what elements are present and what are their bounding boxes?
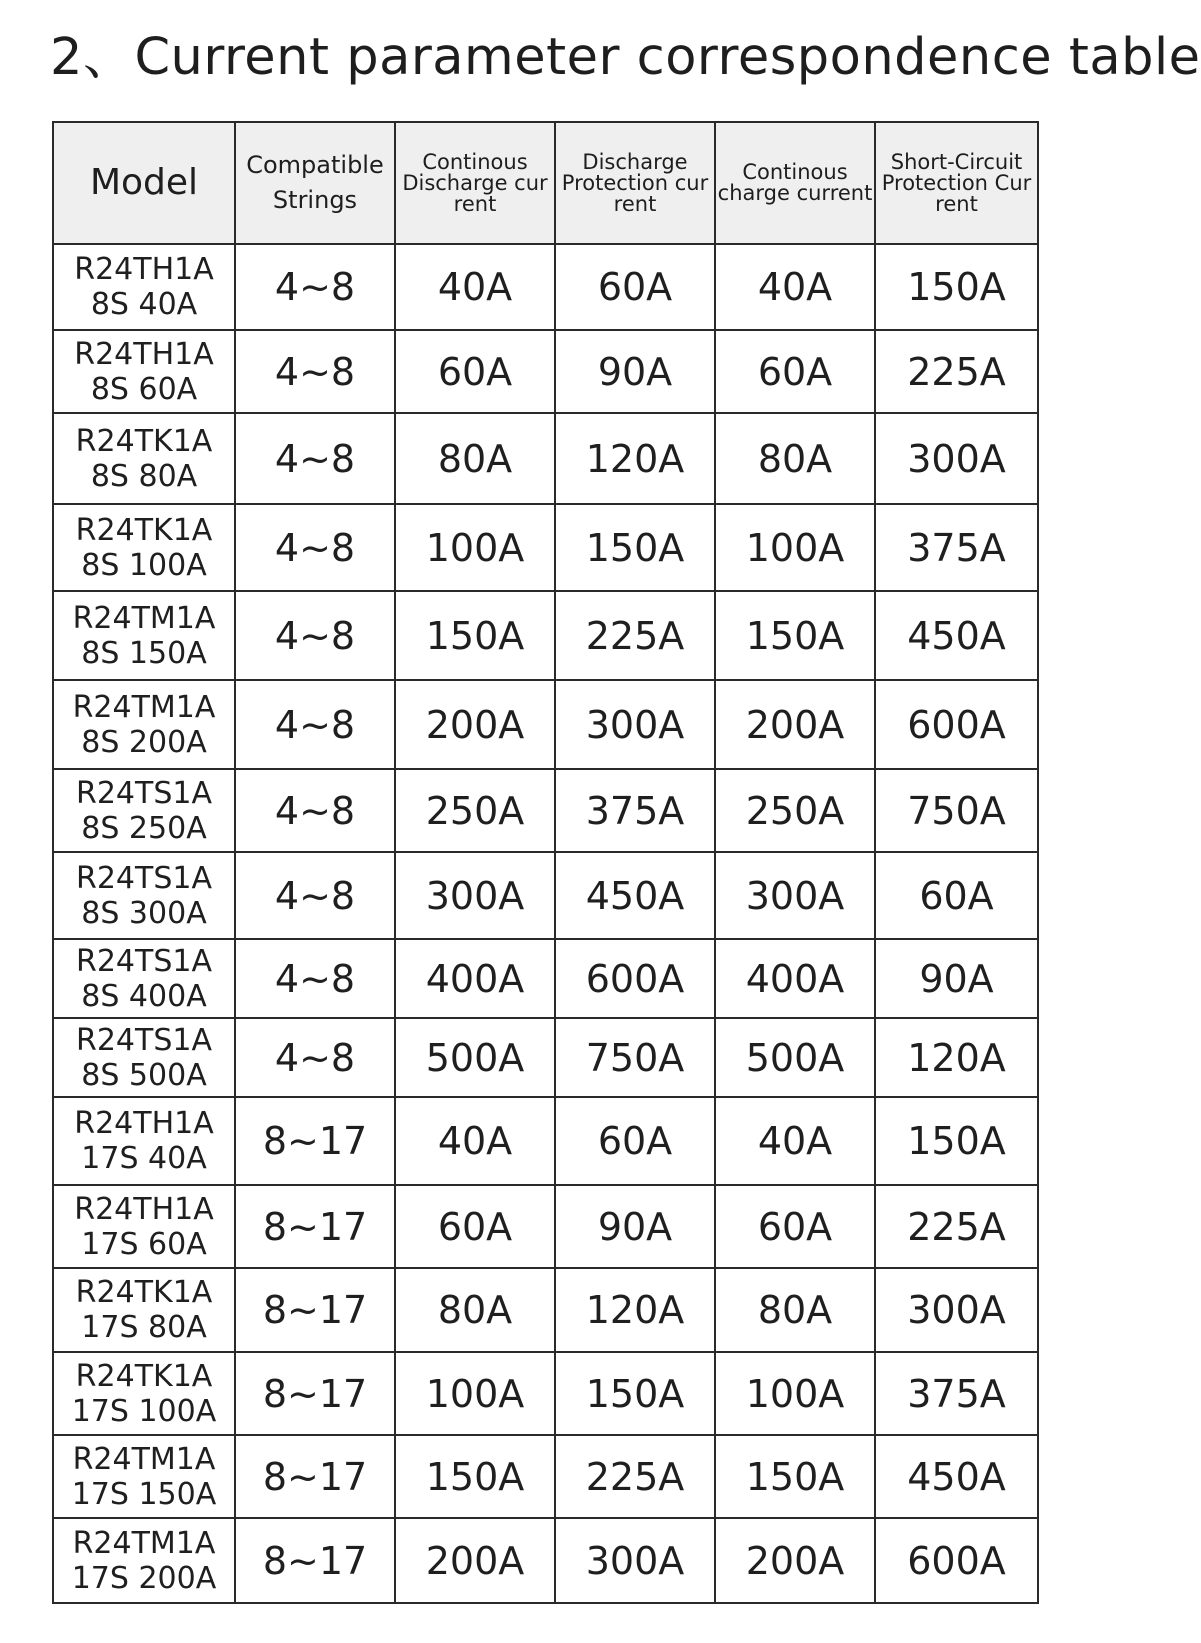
cell-cont-discharge: 80A bbox=[395, 413, 555, 504]
model-line: R24TK1A bbox=[75, 1358, 213, 1394]
header-row bbox=[53, 122, 1038, 244]
cell-strings: 4~8 bbox=[235, 413, 395, 504]
cell-short-circuit: 375A bbox=[875, 1352, 1038, 1435]
cell-discharge-protection: 225A bbox=[555, 591, 715, 680]
table-row bbox=[53, 1268, 1038, 1352]
cell-cont-charge: 200A bbox=[715, 1518, 875, 1603]
model-line: 8S 150A bbox=[81, 635, 207, 671]
cell-model bbox=[53, 939, 235, 1018]
header-line: Continous bbox=[422, 149, 528, 174]
model-line: R24TS1A bbox=[76, 775, 212, 811]
cell-discharge-protection: 750A bbox=[555, 1018, 715, 1097]
cell-cont-discharge: 60A bbox=[395, 330, 555, 413]
cell-cont-discharge: 150A bbox=[395, 1435, 555, 1518]
cell-strings: 4~8 bbox=[235, 852, 395, 939]
header-short-circuit-protection-current bbox=[875, 122, 1038, 244]
cell-cont-charge: 80A bbox=[715, 1268, 875, 1352]
header-line: Protection Cur bbox=[881, 170, 1032, 195]
cell-cont-discharge: 40A bbox=[395, 244, 555, 330]
cell-short-circuit: 450A bbox=[875, 1435, 1038, 1518]
model-line: 17S 100A bbox=[71, 1393, 217, 1429]
cell-strings: 4~8 bbox=[235, 504, 395, 591]
cell-cont-discharge: 400A bbox=[395, 939, 555, 1018]
model-line: R24TH1A bbox=[74, 1191, 214, 1227]
cell-cont-charge: 150A bbox=[715, 591, 875, 680]
cell-cont-discharge: 100A bbox=[395, 504, 555, 591]
cell-discharge-protection: 120A bbox=[555, 413, 715, 504]
cell-model bbox=[53, 1518, 235, 1603]
table-row bbox=[53, 1352, 1038, 1435]
table-row bbox=[53, 1435, 1038, 1518]
header-line: Continous bbox=[742, 160, 848, 184]
current-parameter-table bbox=[52, 121, 1039, 1604]
table-row bbox=[53, 1518, 1038, 1603]
cell-short-circuit: 225A bbox=[875, 1185, 1038, 1268]
cell-short-circuit: 300A bbox=[875, 413, 1038, 504]
cell-cont-charge: 100A bbox=[715, 504, 875, 591]
header-line: Discharge bbox=[582, 149, 688, 174]
table-row bbox=[53, 1185, 1038, 1268]
model-line: 8S 250A bbox=[81, 810, 207, 846]
cell-cont-charge: 150A bbox=[715, 1435, 875, 1518]
model-line: R24TK1A bbox=[75, 1275, 213, 1310]
cell-model bbox=[53, 1018, 235, 1097]
header-compatible-strings bbox=[235, 122, 395, 244]
model-line: 17S 80A bbox=[81, 1310, 207, 1345]
model-line: R24TS1A bbox=[76, 943, 212, 979]
model-line: 8S 100A bbox=[81, 547, 207, 583]
cell-strings: 8~17 bbox=[235, 1518, 395, 1603]
cell-discharge-protection: 60A bbox=[555, 1097, 715, 1185]
model-line: R24TM1A bbox=[72, 689, 216, 725]
table-row bbox=[53, 680, 1038, 769]
cell-cont-discharge: 80A bbox=[395, 1268, 555, 1352]
cell-short-circuit: 90A bbox=[875, 939, 1038, 1018]
model-line: 8S 200A bbox=[81, 724, 207, 760]
cell-discharge-protection: 375A bbox=[555, 769, 715, 852]
model-line: 17S 40A bbox=[81, 1141, 207, 1176]
cell-discharge-protection: 90A bbox=[555, 1185, 715, 1268]
cell-strings: 4~8 bbox=[235, 330, 395, 413]
cell-strings: 8~17 bbox=[235, 1352, 395, 1435]
cell-cont-discharge: 500A bbox=[395, 1018, 555, 1097]
cell-short-circuit: 750A bbox=[875, 769, 1038, 852]
cell-cont-charge: 80A bbox=[715, 413, 875, 504]
cell-model bbox=[53, 244, 235, 330]
header-model bbox=[53, 122, 235, 244]
cell-short-circuit: 450A bbox=[875, 591, 1038, 680]
table-row bbox=[53, 413, 1038, 504]
cell-cont-charge: 300A bbox=[715, 852, 875, 939]
model-line: 8S 80A bbox=[90, 458, 198, 494]
cell-model bbox=[53, 769, 235, 852]
table-header bbox=[53, 122, 1038, 244]
cell-short-circuit: 225A bbox=[875, 330, 1038, 413]
cell-cont-charge: 250A bbox=[715, 769, 875, 852]
model-line: 17S 150A bbox=[71, 1476, 217, 1512]
cell-discharge-protection: 90A bbox=[555, 330, 715, 413]
cell-cont-charge: 100A bbox=[715, 1352, 875, 1435]
cell-short-circuit: 300A bbox=[875, 1268, 1038, 1352]
cell-short-circuit: 375A bbox=[875, 504, 1038, 591]
cell-strings: 8~17 bbox=[235, 1268, 395, 1352]
table-row bbox=[53, 1018, 1038, 1097]
cell-strings: 8~17 bbox=[235, 1097, 395, 1185]
cell-strings: 8~17 bbox=[235, 1185, 395, 1268]
cell-discharge-protection: 600A bbox=[555, 939, 715, 1018]
header-continous-charge-current bbox=[715, 122, 875, 244]
cell-discharge-protection: 225A bbox=[555, 1435, 715, 1518]
cell-cont-charge: 60A bbox=[715, 1185, 875, 1268]
cell-cont-charge: 60A bbox=[715, 330, 875, 413]
model-line: 8S 500A bbox=[81, 1057, 207, 1093]
model-line: R24TH1A bbox=[74, 252, 214, 287]
cell-model bbox=[53, 330, 235, 413]
cell-cont-discharge: 200A bbox=[395, 1518, 555, 1603]
cell-discharge-protection: 300A bbox=[555, 1518, 715, 1603]
cell-cont-discharge: 60A bbox=[395, 1185, 555, 1268]
model-line: R24TM1A bbox=[72, 600, 216, 636]
cell-short-circuit: 60A bbox=[875, 852, 1038, 939]
cell-strings: 4~8 bbox=[235, 680, 395, 769]
cell-strings: 4~8 bbox=[235, 1018, 395, 1097]
model-line: 17S 60A bbox=[81, 1226, 207, 1262]
cell-model bbox=[53, 504, 235, 591]
cell-cont-discharge: 300A bbox=[395, 852, 555, 939]
table-row bbox=[53, 1097, 1038, 1185]
cell-short-circuit: 150A bbox=[875, 1097, 1038, 1185]
cell-cont-discharge: 150A bbox=[395, 591, 555, 680]
cell-strings: 4~8 bbox=[235, 244, 395, 330]
cell-cont-charge: 400A bbox=[715, 939, 875, 1018]
model-line: R24TS1A bbox=[76, 860, 212, 896]
header-line: rent bbox=[613, 191, 657, 216]
header-line: Protection cur bbox=[561, 170, 709, 195]
cell-cont-discharge: 250A bbox=[395, 769, 555, 852]
cell-model bbox=[53, 1352, 235, 1435]
cell-discharge-protection: 300A bbox=[555, 680, 715, 769]
model-line: 8S 60A bbox=[90, 371, 198, 407]
cell-strings: 4~8 bbox=[235, 769, 395, 852]
cell-short-circuit: 150A bbox=[875, 244, 1038, 330]
table-row bbox=[53, 769, 1038, 852]
model-line: R24TH1A bbox=[74, 336, 214, 372]
table-row bbox=[53, 244, 1038, 330]
model-line: 8S 40A bbox=[90, 287, 198, 322]
header-line: rent bbox=[935, 191, 978, 216]
cell-cont-discharge: 200A bbox=[395, 680, 555, 769]
cell-strings: 4~8 bbox=[235, 591, 395, 680]
cell-strings: 4~8 bbox=[235, 939, 395, 1018]
model-line: R24TS1A bbox=[76, 1022, 212, 1058]
header-line: Model bbox=[89, 162, 199, 203]
table-row bbox=[53, 330, 1038, 413]
cell-short-circuit: 120A bbox=[875, 1018, 1038, 1097]
cell-model bbox=[53, 1185, 235, 1268]
header-continous-discharge-current bbox=[395, 122, 555, 244]
cell-model bbox=[53, 1268, 235, 1352]
cell-cont-charge: 40A bbox=[715, 244, 875, 330]
table-row bbox=[53, 939, 1038, 1018]
cell-discharge-protection: 150A bbox=[555, 504, 715, 591]
model-line: R24TH1A bbox=[74, 1106, 214, 1141]
header-line: Strings bbox=[272, 186, 358, 214]
cell-cont-charge: 500A bbox=[715, 1018, 875, 1097]
cell-short-circuit: 600A bbox=[875, 680, 1038, 769]
cell-discharge-protection: 60A bbox=[555, 244, 715, 330]
cell-cont-discharge: 100A bbox=[395, 1352, 555, 1435]
header-line: Compatible bbox=[246, 151, 384, 179]
header-line: Short-Circuit bbox=[890, 149, 1023, 174]
cell-cont-charge: 200A bbox=[715, 680, 875, 769]
model-line: R24TK1A bbox=[75, 512, 213, 548]
header-line: charge current bbox=[717, 181, 873, 205]
model-line: R24TK1A bbox=[75, 423, 213, 459]
model-line: R24TM1A bbox=[72, 1441, 216, 1477]
header-line: rent bbox=[453, 191, 497, 216]
header-line: Discharge cur bbox=[402, 170, 548, 195]
header-discharge-protection-current bbox=[555, 122, 715, 244]
cell-discharge-protection: 450A bbox=[555, 852, 715, 939]
model-line: R24TM1A bbox=[72, 1525, 216, 1561]
cell-model bbox=[53, 591, 235, 680]
model-line: 17S 200A bbox=[71, 1560, 217, 1596]
cell-model bbox=[53, 1435, 235, 1518]
table-row bbox=[53, 591, 1038, 680]
cell-model bbox=[53, 680, 235, 769]
model-line: 8S 400A bbox=[81, 978, 207, 1014]
cell-short-circuit: 600A bbox=[875, 1518, 1038, 1603]
cell-cont-discharge: 40A bbox=[395, 1097, 555, 1185]
cell-discharge-protection: 120A bbox=[555, 1268, 715, 1352]
page-title: 2、Current parameter correspondence table bbox=[50, 28, 1201, 87]
cell-strings: 8~17 bbox=[235, 1435, 395, 1518]
cell-model bbox=[53, 413, 235, 504]
table-row bbox=[53, 504, 1038, 591]
cell-cont-charge: 40A bbox=[715, 1097, 875, 1185]
table-row bbox=[53, 852, 1038, 939]
model-line: 8S 300A bbox=[81, 895, 207, 931]
cell-model bbox=[53, 852, 235, 939]
cell-model bbox=[53, 1097, 235, 1185]
cell-discharge-protection: 150A bbox=[555, 1352, 715, 1435]
table-body bbox=[53, 244, 1038, 1603]
